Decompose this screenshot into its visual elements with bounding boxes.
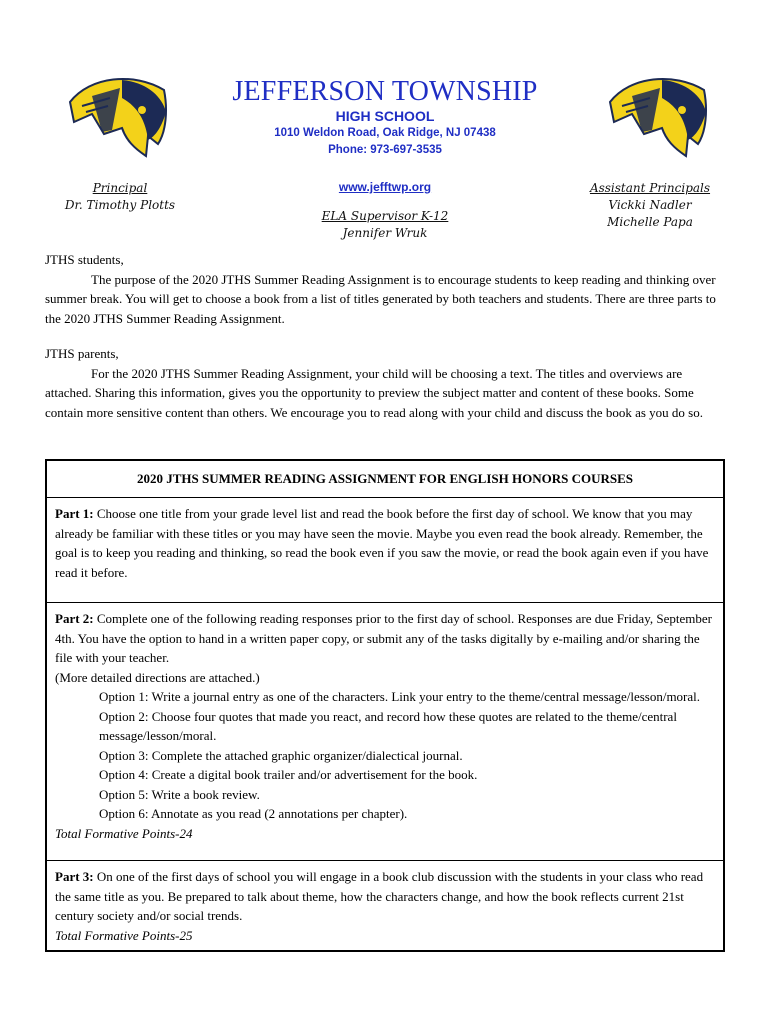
students-section — [45, 250, 727, 328]
supervisor-name: Jennifer Wruk — [342, 226, 428, 240]
part-3-label: Part 3: — [55, 869, 94, 884]
assistant-name-1: Vickki Nadler — [608, 198, 692, 212]
part-1-label: Part 1: — [55, 506, 94, 521]
part-2-cell — [47, 603, 723, 861]
students-greeting: JTHS students, — [45, 252, 124, 267]
part-1-cell — [47, 498, 723, 603]
principal-label: Principal — [92, 181, 148, 195]
part-3-text: On one of the first days of school you will engage in a book club discussion with the students in your class who read the same title as you. Be prepared to talk about theme, how the characters change, and how the book reflects current 21st century society and/or social trends. — [55, 869, 704, 923]
option-6: Option 6: Annotate as you read (2 annotations per chapter). — [99, 806, 408, 821]
assignment-heading: 2020 JTHS SUMMER READING ASSIGNMENT FOR ENGLISH HONORS COURSES — [47, 461, 723, 498]
part-1-text: Choose one title from your grade level list and read the book before the first day of school. We know that you may already be familiar with these titles or you may have seen the movie. Maybe you even read the book already. Remember, the goal is to keep you reading and thinking, so read the book even if you saw the movie, or read the book again even if you have read it before. — [55, 506, 709, 580]
parents-section — [45, 344, 727, 422]
assistant-principals-block — [570, 180, 730, 231]
part-3-cell — [47, 861, 723, 949]
principal-block — [30, 180, 210, 214]
option-4: Option 4: Create a digital book trailer and/or advertisement for the book. — [99, 767, 478, 782]
part-3-total: Total Formative Points-25 — [55, 927, 193, 943]
school-title: JEFFERSON TOWNSHIP — [232, 76, 538, 107]
option-3: Option 3: Complete the attached graphic organizer/dialectical journal. — [99, 747, 463, 763]
part-2-label: Part 2: — [55, 611, 94, 626]
parents-paragraph: For the 2020 JTHS Summer Reading Assignment, your child will be choosing a text. The titles and overviews are attached. Sharing this information, gives you the opportunity to preview the subject matter and content of these books. Some contain more sensitive content than others. We encourage you to read along with your child and discuss the book as you do so. — [45, 365, 703, 420]
school-phone: Phone: 973-697-3535 — [328, 144, 442, 156]
school-address: 1010 Weldon Road, Oak Ridge, NJ 07438 — [274, 127, 496, 139]
part-2-note: (More detailed directions are attached.) — [55, 669, 260, 685]
school-website-link[interactable]: www.jefftwp.org — [338, 180, 432, 194]
supervisor-block — [285, 208, 485, 242]
option-1: Option 1: Write a journal entry as one of the characters. Link your entry to the theme/central message/lesson/moral. — [99, 689, 701, 704]
parents-greeting: JTHS parents, — [45, 346, 119, 361]
assistant-name-2: Michelle Papa — [607, 215, 693, 229]
assignment-table — [45, 459, 725, 952]
students-paragraph: The purpose of the 2020 JTHS Summer Reading Assignment is to encourage students to keep reading and thinking over summer break. You will get to choose a book from a list of titles generated by both teachers and students. There are three parts to the 2020 JTHS Summer Reading Assignment. — [45, 271, 716, 326]
option-2: Option 2: Choose four quotes that made you react, and record how these quotes are related to the theme/central message/lesson/moral. — [99, 708, 677, 743]
part-2-total: Total Formative Points-24 — [55, 825, 193, 841]
supervisor-label: ELA Supervisor K-12 — [321, 209, 449, 223]
school-subtitle: HIGH SCHOOL — [335, 108, 435, 124]
option-5: Option 5: Write a book review. — [99, 786, 260, 802]
part-2-text: Complete one of the following reading responses prior to the first day of school. Responses are due Friday, September 4th. You have the option to hand in a written paper copy, or submit any of the tasks digitally by e-mailing and/or sharing the file with your teacher. — [55, 611, 712, 665]
principal-name: Dr. Timothy Plotts — [64, 198, 176, 212]
assistant-label: Assistant Principals — [589, 181, 711, 195]
